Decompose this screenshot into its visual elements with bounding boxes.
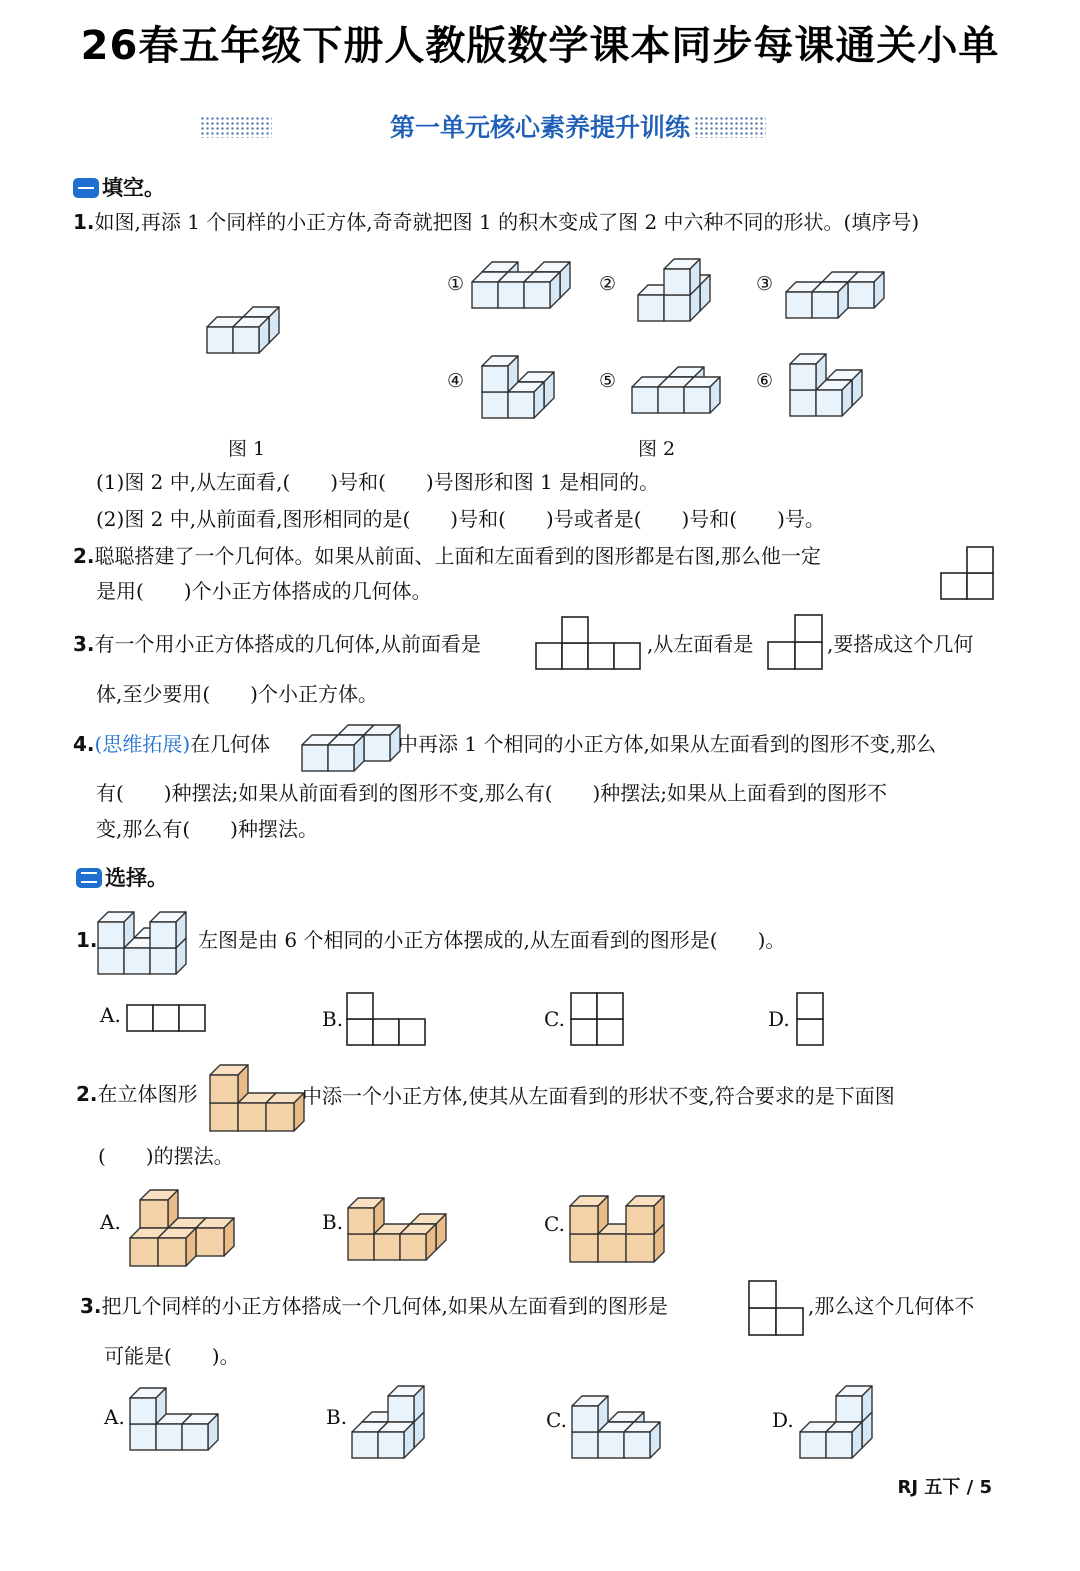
s1-q3-part2: ,从左面看是 xyxy=(647,632,754,656)
cube xyxy=(684,377,720,413)
s2-q2-part2: 中添一个小正方体,使其从左面看到的形状不变,符合要求的是下面图 xyxy=(302,1084,895,1108)
view-square xyxy=(347,1019,373,1045)
s1-q3-line2: 体,至少要用( )个小正方体。 xyxy=(96,682,378,706)
view-square xyxy=(571,993,597,1019)
view-square xyxy=(967,547,993,573)
s2-q2-option-c-figure[interactable] xyxy=(568,1184,666,1264)
page-footer: RJ 五下 / 5 xyxy=(897,1477,992,1498)
view-square xyxy=(776,1308,803,1335)
cube xyxy=(388,1386,424,1422)
s2-q3-option-d-figure[interactable] xyxy=(798,1380,870,1460)
view-square xyxy=(941,573,967,599)
cube xyxy=(400,1224,436,1260)
cube xyxy=(233,317,269,353)
cube xyxy=(140,1190,178,1228)
s1-q3-number: 3. xyxy=(73,632,95,656)
s2-q2-option-b-figure[interactable] xyxy=(346,1184,451,1262)
s2-q3-part1: 把几个同样的小正方体搭成一个几何体,如果从左面看到的图形是 xyxy=(101,1294,668,1318)
cube xyxy=(790,354,826,390)
shape-label-6: ⑥ xyxy=(756,370,774,392)
s2-q1-option-c-figure[interactable] xyxy=(570,990,626,1046)
s1-q1-sub2: (2)图 2 中,从前面看,图形相同的是( )号和( )号或者是( )号和( )号。 xyxy=(96,507,825,531)
s1-q3-left-view xyxy=(767,614,825,670)
page-title: 26春五年级下册人教版数学课本同步每课通关小单 xyxy=(80,23,1000,69)
s1-q2 xyxy=(73,542,821,570)
s2-q1-blocks xyxy=(96,898,201,976)
cube xyxy=(848,272,884,308)
shape-5-blocks xyxy=(630,355,740,415)
shape-label-4: ④ xyxy=(447,370,465,392)
view-square xyxy=(768,642,795,669)
cube xyxy=(572,1396,608,1432)
figure-1-label: 图 1 xyxy=(228,438,266,460)
cube xyxy=(210,1065,248,1103)
view-square xyxy=(795,615,822,642)
cube xyxy=(482,356,518,392)
s2-q1-option-b-figure[interactable] xyxy=(346,990,428,1046)
view-square xyxy=(614,643,640,669)
s2-q2-line2: ( )的摆法。 xyxy=(98,1144,234,1168)
cube xyxy=(826,1422,862,1458)
s2-q1-option-c-label[interactable]: C. xyxy=(544,1007,565,1031)
section-2-heading xyxy=(76,862,168,892)
s2-q2-option-b-label[interactable]: B. xyxy=(322,1210,344,1234)
s1-q3-front-view xyxy=(535,614,645,670)
s1-q1-number: 1. xyxy=(73,210,95,234)
view-square xyxy=(571,1019,597,1045)
cube xyxy=(812,282,848,318)
s2-q1-option-d-label[interactable]: D. xyxy=(768,1007,790,1031)
cube xyxy=(364,725,400,761)
view-square xyxy=(749,1281,776,1308)
view-square xyxy=(795,642,822,669)
s1-q4-tag: (思维拓展) xyxy=(94,732,191,756)
section-1-heading xyxy=(73,172,165,202)
shape-label-2: ② xyxy=(599,273,617,295)
view-square xyxy=(127,1005,153,1031)
s2-q2 xyxy=(76,1080,198,1108)
dots-decoration-right xyxy=(694,116,766,138)
shape-label-5: ⑤ xyxy=(599,370,617,392)
view-square xyxy=(562,617,588,643)
view-square xyxy=(588,643,614,669)
shape-1-blocks xyxy=(470,250,570,310)
s1-q3-part1: 有一个用小正方体搭成的几何体,从前面看是 xyxy=(94,632,481,656)
shape-label-3: ③ xyxy=(756,273,774,295)
shape-label-1: ① xyxy=(447,273,465,295)
cube xyxy=(130,1388,166,1424)
view-square xyxy=(179,1005,205,1031)
s1-q3 xyxy=(73,630,481,658)
cube xyxy=(524,272,560,308)
s2-q2-blocks xyxy=(208,1055,303,1133)
s1-q4-line2: 有( )种摆法;如果从前面看到的图形不变,那么有( )种摆法;如果从上面看到的图形不 xyxy=(96,781,888,805)
s1-q4 xyxy=(73,730,270,758)
view-square xyxy=(597,1019,623,1045)
section-1-heading-text: 填空。 xyxy=(102,176,165,200)
view-square xyxy=(749,1308,776,1335)
s2-q1-text: 左图是由 6 个相同的小正方体摆成的,从左面看到的图形是( )。 xyxy=(198,928,786,952)
s1-q4-blocks xyxy=(300,718,395,773)
s2-q2-number: 2. xyxy=(76,1082,98,1106)
view-square xyxy=(967,573,993,599)
s2-q2-option-a-figure[interactable] xyxy=(128,1176,223,1268)
shape-4-blocks xyxy=(480,340,570,420)
view-square xyxy=(153,1005,179,1031)
s1-q2-line2: 是用( )个小正方体搭成的几何体。 xyxy=(96,579,432,603)
shape-6-blocks xyxy=(788,343,873,418)
view-square xyxy=(797,993,823,1019)
s2-q3-option-a-label[interactable]: A. xyxy=(104,1405,125,1429)
s2-q3-option-d-label[interactable]: D. xyxy=(772,1408,794,1432)
cube xyxy=(196,1218,234,1256)
s2-q3-option-b-label[interactable]: B. xyxy=(326,1405,348,1429)
section-2-badge-icon xyxy=(76,868,102,888)
view-square xyxy=(399,1019,425,1045)
section-1-badge-icon xyxy=(73,178,99,198)
s2-q3-part2: ,那么这个几何体不 xyxy=(808,1294,975,1318)
s2-q3-line2: 可能是( )。 xyxy=(104,1344,240,1368)
shape-3-blocks xyxy=(784,250,879,320)
view-square xyxy=(347,993,373,1019)
figure-1-blocks xyxy=(205,295,295,355)
s2-q1-number xyxy=(76,926,98,954)
cube xyxy=(266,1093,304,1131)
shape-2-blocks xyxy=(636,238,726,323)
view-square xyxy=(597,993,623,1019)
s2-q1-num: 1. xyxy=(76,928,98,952)
cube xyxy=(664,259,700,295)
s1-q2-number: 2. xyxy=(73,544,95,568)
view-square xyxy=(536,643,562,669)
s2-q1-option-b-label[interactable]: B. xyxy=(322,1007,344,1031)
view-square xyxy=(797,1019,823,1045)
s2-q3-option-b-figure[interactable] xyxy=(350,1378,445,1460)
cube xyxy=(836,1386,872,1422)
cube xyxy=(182,1414,218,1450)
s1-q1-sub1: (1)图 2 中,从左面看,( )号和( )号图形和图 1 是相同的。 xyxy=(96,470,660,494)
section-2-heading-text: 选择。 xyxy=(105,866,168,890)
s2-q3-option-c-label[interactable]: C. xyxy=(546,1408,567,1432)
s2-q2-option-a-label[interactable]: A. xyxy=(100,1210,121,1234)
s2-q3-option-a-figure[interactable] xyxy=(128,1382,236,1452)
s1-q4-part1: 在几何体 xyxy=(190,732,271,756)
s1-q4-line3: 变,那么有( )种摆法。 xyxy=(96,817,318,841)
s1-q4-number: 4. xyxy=(73,732,95,756)
cube xyxy=(626,1196,664,1234)
cube xyxy=(150,912,186,948)
s2-q3-option-c-figure[interactable] xyxy=(570,1382,668,1460)
s2-q3 xyxy=(80,1292,668,1320)
s1-q1-text: 如图,再添 1 个同样的小正方体,奇奇就把图 1 的积木变成了图 2 中六种不同的形状。(填序号) xyxy=(94,210,920,234)
s2-q1-option-a-label[interactable]: A. xyxy=(100,1003,121,1027)
cube xyxy=(158,1228,196,1266)
cube xyxy=(570,1196,608,1234)
s1-q3-part3: ,要搭成这个几何 xyxy=(827,632,974,656)
s2-q3-left-view xyxy=(748,1280,806,1336)
s1-q1 xyxy=(73,208,919,236)
s2-q3-number: 3. xyxy=(80,1294,102,1318)
s1-q2-line1: 聪聪搭建了一个几何体。如果从前面、上面和左面看到的图形都是右图,那么他一定 xyxy=(94,544,821,568)
s2-q1-option-a-figure[interactable] xyxy=(126,1002,208,1032)
s1-q2-view-figure xyxy=(940,544,1000,600)
cube xyxy=(348,1198,384,1234)
view-square xyxy=(562,643,588,669)
figure-2-label: 图 2 xyxy=(638,438,676,460)
s2-q2-part1: 在立体图形 xyxy=(97,1082,198,1106)
view-square xyxy=(373,1019,399,1045)
unit-title: 第一单元核心素养提升训练 xyxy=(389,113,690,142)
s1-q4-part2: 中再添 1 个相同的小正方体,如果从左面看到的图形不变,那么 xyxy=(398,732,937,756)
cube xyxy=(98,912,134,948)
s2-q1-option-d-figure[interactable] xyxy=(796,990,826,1046)
cube xyxy=(378,1422,414,1458)
cube xyxy=(328,735,364,771)
s2-q2-option-c-label[interactable]: C. xyxy=(544,1212,565,1236)
cube xyxy=(624,1422,660,1458)
